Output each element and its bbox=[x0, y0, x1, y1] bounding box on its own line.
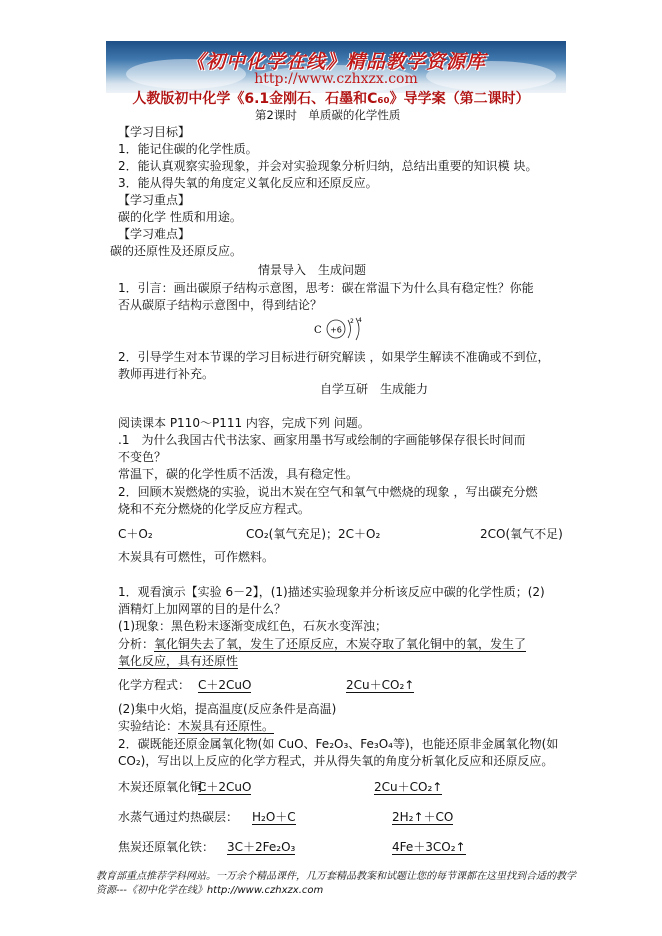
intro-paragraph: 1．引言：画出碳原子结构示意图，思考：碳在常温下为什么具有稳定性？你能 bbox=[118, 281, 534, 295]
equation-left: C＋O₂ bbox=[118, 527, 153, 541]
equation-middle: CO₂(氧气充足)；2C＋O₂ bbox=[246, 527, 381, 541]
analysis-text bbox=[154, 636, 526, 652]
analysis-line: 氧化铜失去了氧，发生了还原反应，木炭夺取了氧化铜中的氧，发生了 bbox=[154, 637, 527, 651]
phenomenon: (1)现象：黑色粉末逐渐变成红色，石灰水变浑浊； bbox=[118, 619, 387, 633]
goals-heading: 【学习目标】 bbox=[118, 125, 191, 139]
goal-item: 3．能从得失氧的角度定义氧化反应和还原反应。 bbox=[118, 176, 378, 190]
reaction-label: 水蒸气通过灼热碳层： bbox=[118, 810, 239, 824]
question: 1．观看演示【实验 6－2】，(1)描述实验现象并分析该反应中碳的化学性质；(2) bbox=[118, 585, 545, 599]
reaction-left: 3C＋2Fe₂O₃ bbox=[227, 840, 296, 854]
answer: 常温下，碳的化学性质不活泼，具有稳定性。 bbox=[118, 467, 359, 481]
question: 2．回顾木炭燃烧的实验，说出木炭在空气和氧气中燃烧的现象 ，写出碳充分燃 bbox=[118, 485, 538, 499]
difficult-heading: 【学习难点】 bbox=[118, 227, 191, 241]
intro-paragraph: 2．引导学生对本节课的学习目标进行研究解读 ，如果学生解读不准确或不到位， bbox=[118, 350, 550, 364]
atom-symbol: C bbox=[314, 325, 322, 336]
equation-text: 2Cu＋CO₂↑ bbox=[346, 678, 415, 692]
intro-paragraph: 否从碳原子结构示意图中，得到结论？ bbox=[118, 298, 323, 312]
intro-paragraph: 教师再进行补充。 bbox=[118, 367, 215, 381]
analysis-line: 氧化反应，具有还原性 bbox=[118, 654, 239, 668]
site-url[interactable]: http://www.czhxzx.com bbox=[254, 71, 418, 87]
equation-text: C＋2CuO bbox=[198, 678, 252, 692]
footer-line[interactable]: 资源---《初中化学在线》http://www.czhxzx.com bbox=[96, 885, 324, 896]
key-heading: 【学习重点】 bbox=[118, 193, 191, 207]
question: 不变色？ bbox=[118, 450, 167, 464]
question: 2．碳既能还原金属氧化物(如 CuO、Fe₂O₃、Fe₃O₄等)，也能还原非金属氧化物(如 bbox=[118, 737, 559, 751]
carbon-atom-diagram bbox=[312, 314, 372, 344]
reaction-label: 焦炭还原氧化铁： bbox=[118, 840, 215, 854]
question: CO₂)，写出以上反应的化学方程式，并从得失氧的角度分析氧化反应和还原反应。 bbox=[118, 754, 554, 768]
conclusion: 木炭具有可燃性，可作燃料。 bbox=[118, 550, 275, 564]
goal-item: 2．能认真观察实验现象，并会对实验现象分析归纳，总结出重要的知识模 块。 bbox=[118, 159, 538, 173]
flame-note: (2)集中火焰，提高温度(反应条件是高温) bbox=[118, 702, 337, 716]
site-banner bbox=[106, 41, 566, 93]
atom-shell-1-electrons: 2 bbox=[350, 318, 354, 325]
analysis-label: 分析： bbox=[118, 637, 155, 651]
reaction-left: C＋2CuO bbox=[198, 780, 252, 794]
reaction-label: 木炭还原氧化铜： bbox=[118, 780, 215, 794]
goal-item: 1．能记住碳的化学性质。 bbox=[118, 142, 258, 156]
difficult-point: 碳的还原性及还原反应。 bbox=[110, 244, 243, 258]
question: .1 为什么我国古代书法家、画家用墨书写或绘制的字画能够保存很长时间而 bbox=[118, 433, 526, 447]
reading-instruction: 阅读课本 P110～P111 内容，完成下列 问题。 bbox=[118, 416, 370, 430]
self-study-heading: 自学互研 生成能力 bbox=[320, 382, 429, 396]
atom-shell-2-electrons: 4 bbox=[358, 317, 362, 324]
reaction-right: 2H₂↑＋CO bbox=[392, 810, 454, 824]
reaction-left: H₂O＋C bbox=[252, 810, 296, 824]
intro-heading: 情景导入 生成问题 bbox=[258, 263, 367, 277]
site-name: 《初中化学在线》精品教学资源库 bbox=[185, 51, 486, 73]
result-label: 实验结论： bbox=[118, 719, 179, 733]
equation-right: 2CO(氧气不足) bbox=[480, 527, 563, 541]
lesson-subtitle: 第2课时 单质碳的化学性质 bbox=[255, 108, 401, 122]
atom-nucleus-charge: +6 bbox=[330, 325, 342, 335]
reaction-right: 4Fe＋3CO₂↑ bbox=[392, 840, 466, 854]
equation-label: 化学方程式： bbox=[118, 678, 191, 692]
page-title: 人教版初中化学《6.1金刚石、石墨和C₆₀》导学案（第二课时） bbox=[132, 91, 530, 107]
reaction-right: 2Cu＋CO₂↑ bbox=[374, 780, 443, 794]
analysis-text bbox=[118, 653, 238, 669]
result-text: 木炭具有还原性。 bbox=[178, 719, 275, 733]
footer-line: 教育部重点推荐学科网站。一万余个精品课件，几万套精品教案和试题让您的每节课都在这里找到合适的教学 bbox=[96, 871, 576, 882]
question: 酒精灯上加网罩的目的是什么？ bbox=[118, 602, 287, 616]
key-point: 碳的化学 性质和用途。 bbox=[118, 210, 242, 224]
question: 烧和不充分燃烧的化学反应方程式。 bbox=[118, 502, 311, 516]
